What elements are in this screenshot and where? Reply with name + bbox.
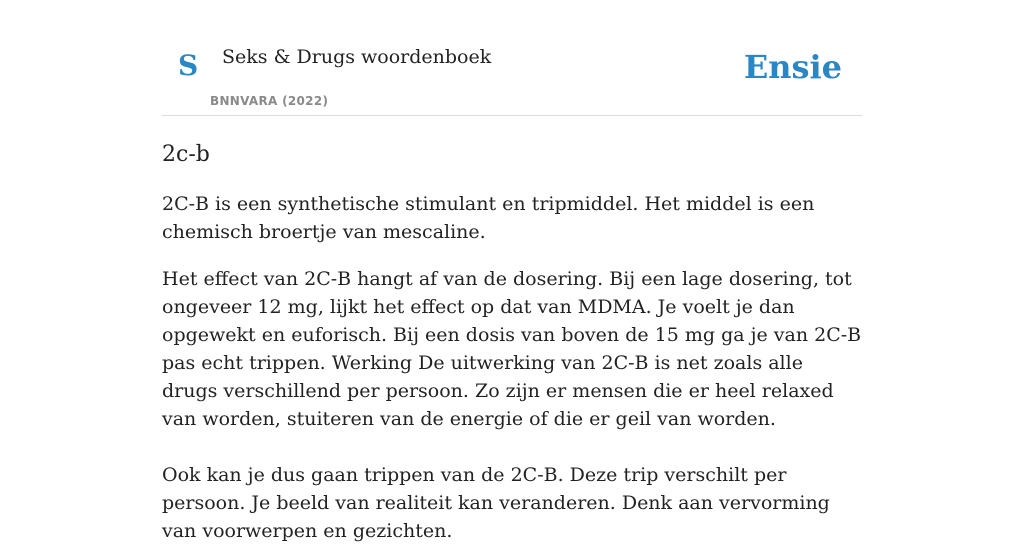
- source-title-link[interactable]: Seks & Drugs woordenboek: [222, 46, 492, 68]
- source-logo[interactable]: S: [178, 49, 199, 82]
- entry-term: 2c-b: [162, 142, 210, 167]
- source-publisher: BNNVARA (2022): [210, 94, 329, 108]
- definition-paragraph: Het effect van 2C-B hangt af van de dosering. Bij een lage dosering, tot ongeveer 12 mg, lijkt het effect op dat van MDMA. Je voelt je dan opgewekt en euforisch. Bij een dosis van boven de 15 mg ga je van 2C-B pas echt trippen. Werking De uitwerking van 2C-B is net zoals alle drugs verschillend per persoon. Zo zijn er mensen die er heel relaxed van worden, stuiteren van de energie of die er geil van worden.: [162, 268, 862, 431]
- source-header: [162, 0, 862, 116]
- page-container: [162, 0, 862, 545]
- definition-paragraph: Ook kan je dus gaan trippen van de 2C-B. Deze trip verschilt per persoon. Je beeld van realiteit kan veranderen. Denk aan vervorming van voorwerpen en gezichten.: [162, 464, 830, 543]
- definition-paragraph: 2C-B is een synthetische stimulant en tripmiddel. Het middel is een chemisch broertje van mescaline.: [162, 193, 815, 244]
- ensie-logo-link[interactable]: Ensie: [743, 48, 842, 86]
